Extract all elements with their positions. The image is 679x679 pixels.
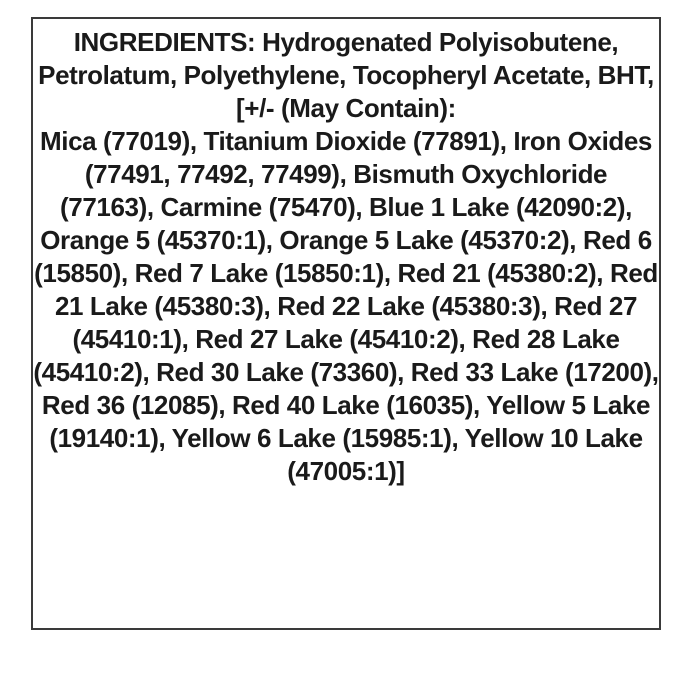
ingredients-line: 21 Lake (45380:3), Red 22 Lake (45380:3), Red 27: [54, 291, 638, 321]
ingredients-line: [+/- (May Contain):: [236, 93, 456, 123]
ingredients-line: (15850), Red 7 Lake (15850:1), Red 21 (45380:2), Red: [34, 258, 658, 288]
ingredients-line: (45410:1), Red 27 Lake (45410:2), Red 28 Lake: [72, 324, 620, 354]
ingredients-line: (45410:2), Red 30 Lake (73360), Red 33 Lake (17200),: [33, 357, 659, 387]
ingredients-line: (77491, 77492, 77499), Bismuth Oxychloride: [84, 159, 608, 189]
ingredients-line: (47005:1)]: [287, 456, 405, 486]
ingredients-line: (77163), Carmine (75470), Blue 1 Lake (42090:2),: [60, 192, 632, 222]
ingredients-line: Mica (77019), Titanium Dioxide (77891), Iron Oxides: [39, 126, 652, 156]
ingredients-label-box: [31, 17, 661, 630]
ingredients-line: Petrolatum, Polyethylene, Tocopheryl Acetate, BHT,: [38, 60, 654, 90]
ingredients-line: INGREDIENTS: Hydrogenated Polyisobutene,: [73, 27, 619, 57]
ingredients-line: (19140:1), Yellow 6 Lake (15985:1), Yellow 10 Lake: [49, 423, 643, 453]
ingredients-text: [33, 26, 659, 488]
ingredients-line: Red 36 (12085), Red 40 Lake (16035), Yellow 5 Lake: [41, 390, 651, 420]
ingredients-line: Orange 5 (45370:1), Orange 5 Lake (45370:2), Red 6: [40, 225, 652, 255]
